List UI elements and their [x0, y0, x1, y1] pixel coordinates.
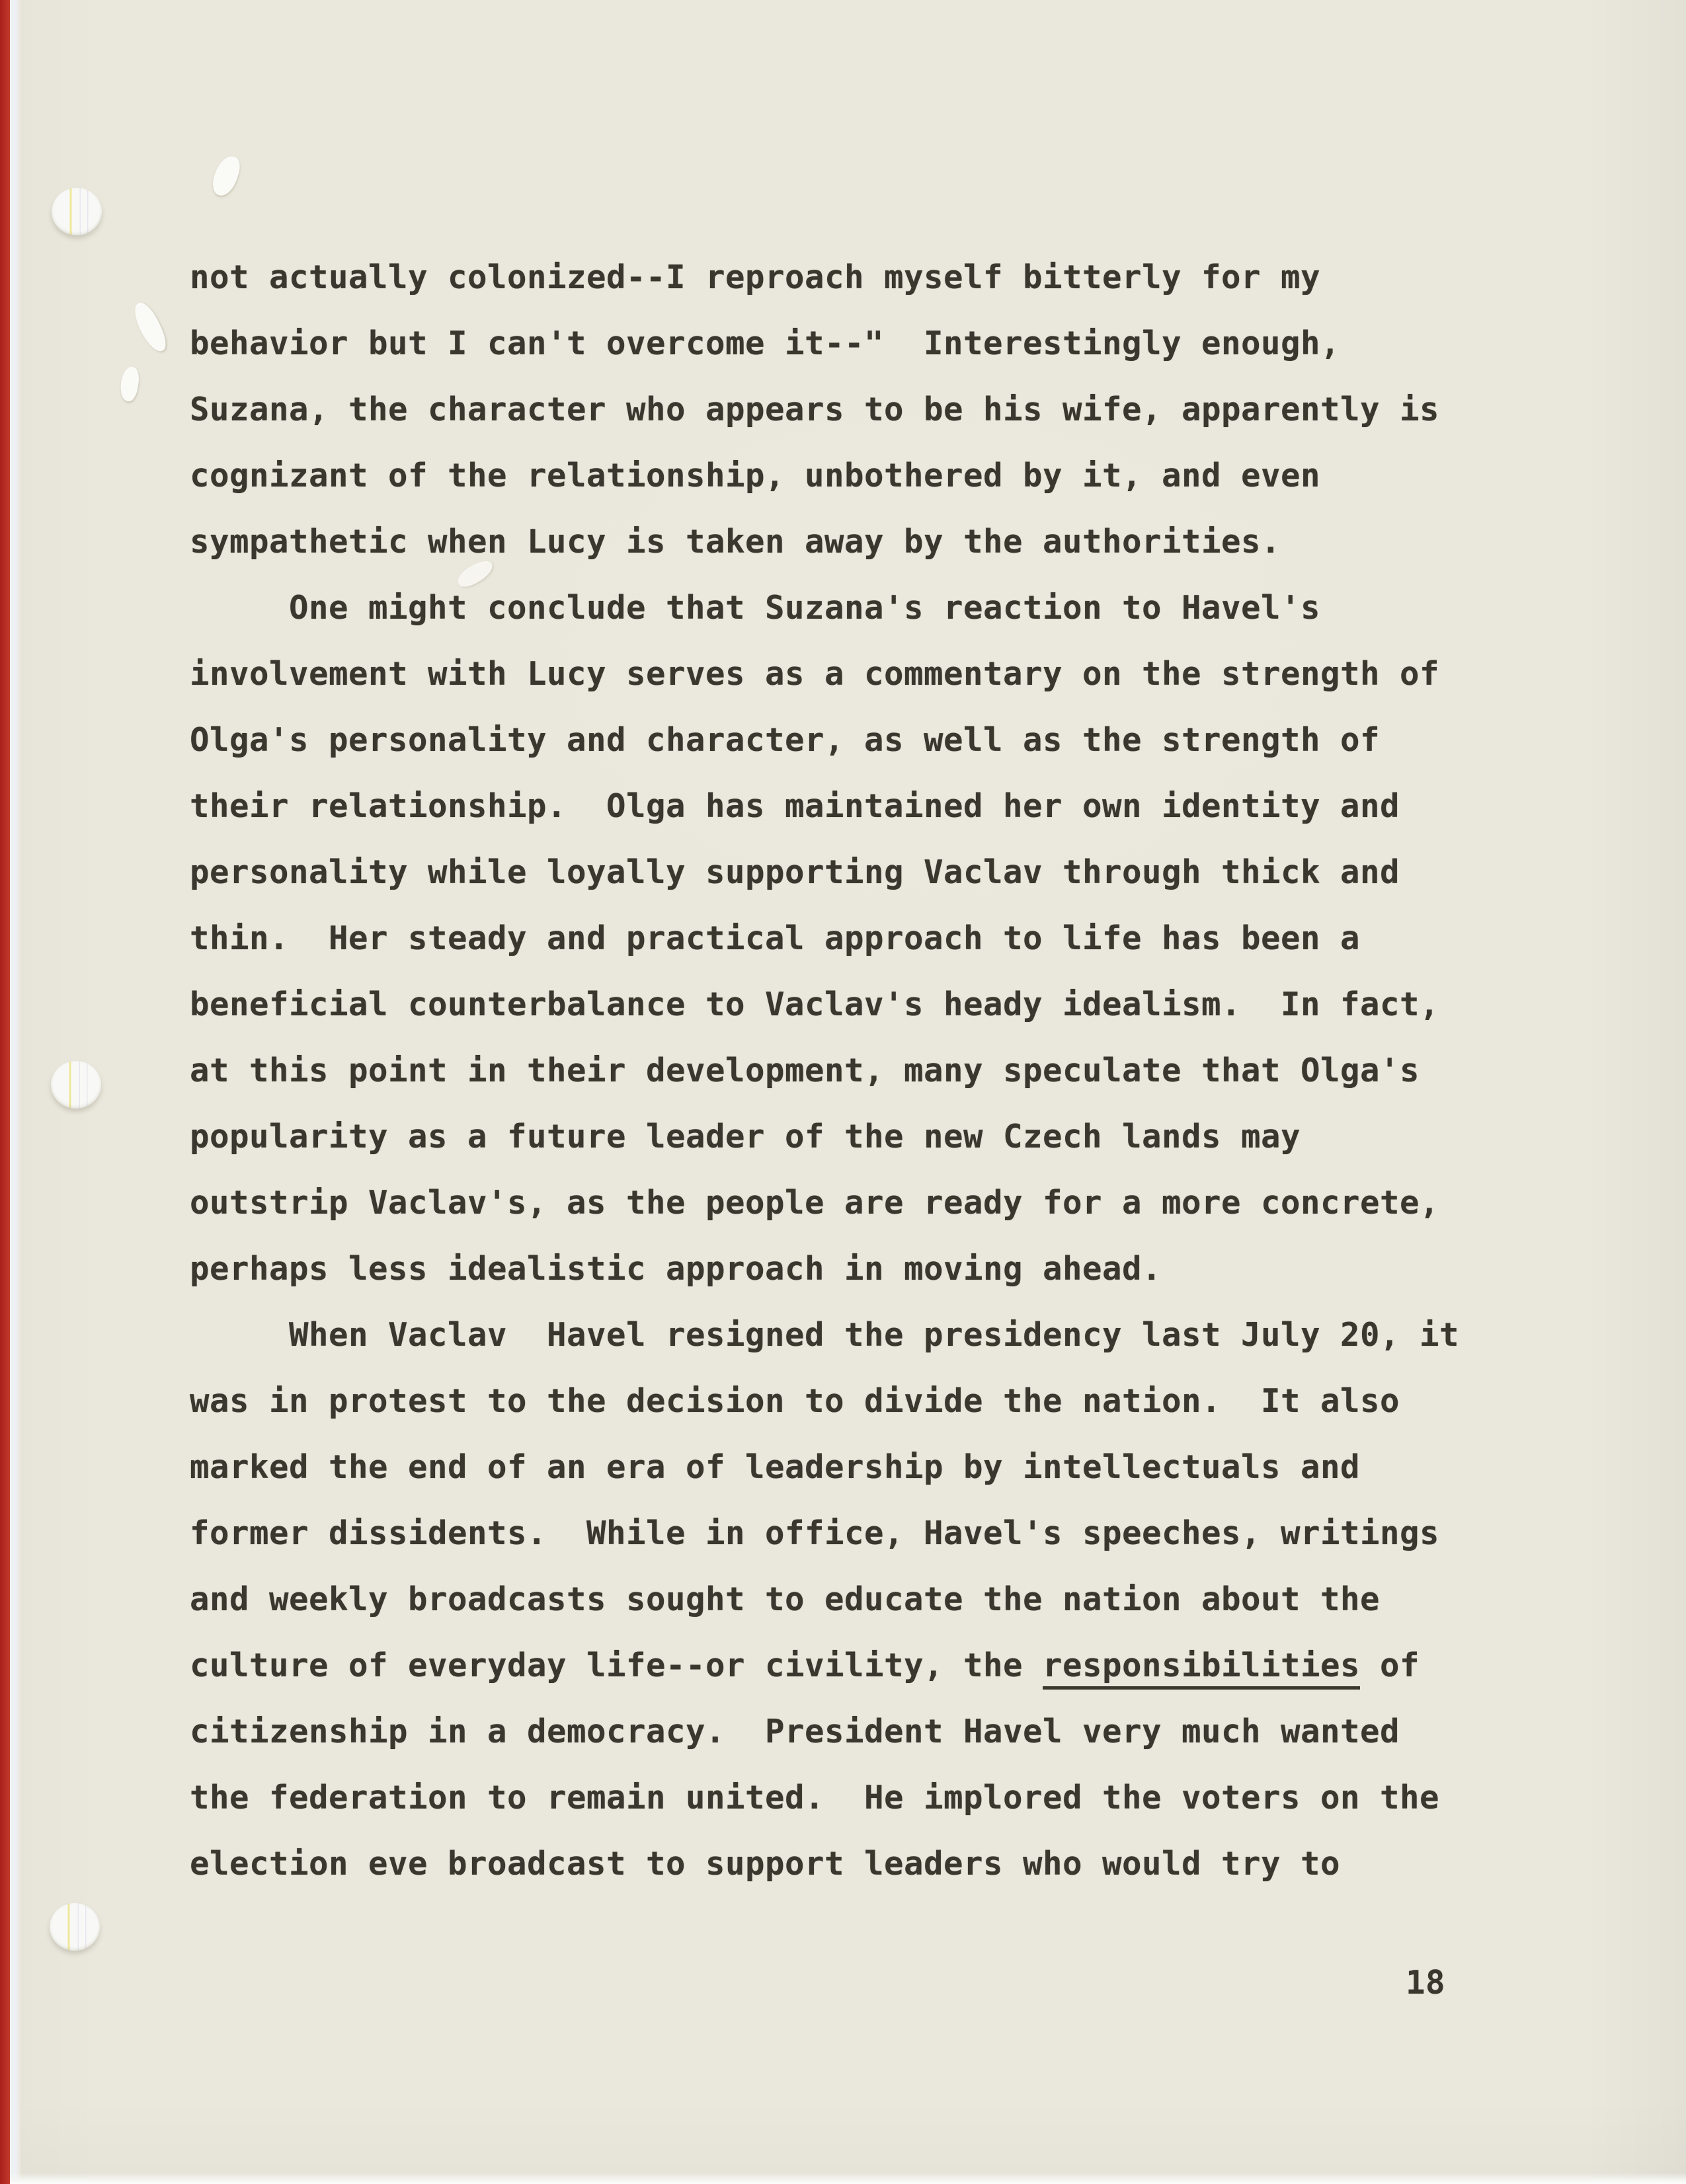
- text-line: marked the end of an era of leadership by intellectuals and: [190, 1448, 1361, 1486]
- hole-punch-bottom: [50, 1903, 100, 1951]
- page-number: 18: [1406, 1964, 1446, 2002]
- text-line: and weekly broadcasts sought to educate the nation about the: [190, 1580, 1381, 1618]
- text-line: One might conclude that Suzana's reaction to Havel's: [190, 589, 1321, 627]
- text-line: was in protest to the decision to divide the nation. It also: [190, 1382, 1400, 1420]
- text-line: outstrip Vaclav's, as the people are ready for a more concrete,: [190, 1184, 1440, 1222]
- page-bottom-edge: [10, 2173, 1686, 2184]
- text-line: Olga's personality and character, as well as the strength of: [190, 721, 1381, 759]
- text-line: the federation to remain united. He implored the voters on the: [190, 1779, 1440, 1816]
- text-line: thin. Her steady and practical approach to life has been a: [190, 919, 1361, 957]
- text-line: culture of everyday life--or civility, the responsibilities of: [190, 1633, 1512, 1699]
- page-left-edge: [10, 0, 20, 2184]
- text-line: Suzana, the character who appears to be his wife, apparently is: [190, 391, 1440, 428]
- binder-edge-strip: [0, 0, 10, 2184]
- hole-punch-middle: [51, 1061, 101, 1109]
- text-line: at this point in their development, many speculate that Olga's: [190, 1052, 1420, 1089]
- text-line: beneficial counterbalance to Vaclav's heady idealism. In fact,: [190, 986, 1440, 1023]
- text-line: perhaps less idealistic approach in moving ahead.: [190, 1250, 1162, 1288]
- text-line: involvement with Lucy serves as a commentary on the strength of: [190, 655, 1440, 693]
- text-line: cognizant of the relationship, unbothered by it, and even: [190, 457, 1321, 494]
- text-line: their relationship. Olga has maintained her own identity and: [190, 787, 1400, 825]
- underlined-word: responsibilities: [1043, 1647, 1360, 1690]
- hole-punch-top: [52, 188, 102, 235]
- text-line: former dissidents. While in office, Havel's speeches, writings: [190, 1514, 1440, 1552]
- typewritten-text: [190, 245, 1512, 1897]
- text-line: election eve broadcast to support leaders who would try to: [190, 1845, 1341, 1883]
- text-line: not actually colonized--I reproach myself bitterly for my: [190, 258, 1321, 296]
- text-line: behavior but I can't overcome it--" Interestingly enough,: [190, 325, 1341, 362]
- text-line: sympathetic when Lucy is taken away by the authorities.: [190, 523, 1281, 561]
- text-line: personality while loyally supporting Vaclav through thick and: [190, 853, 1400, 891]
- paper-blemish: [130, 299, 170, 355]
- paper-blemish: [118, 366, 141, 403]
- text-line: citizenship in a democracy. President Havel very much wanted: [190, 1713, 1400, 1750]
- text-line: When Vaclav Havel resigned the presidency last July 20, it: [190, 1316, 1460, 1354]
- text-line: popularity as a future leader of the new Czech lands may: [190, 1118, 1301, 1155]
- paper-blemish: [209, 153, 243, 198]
